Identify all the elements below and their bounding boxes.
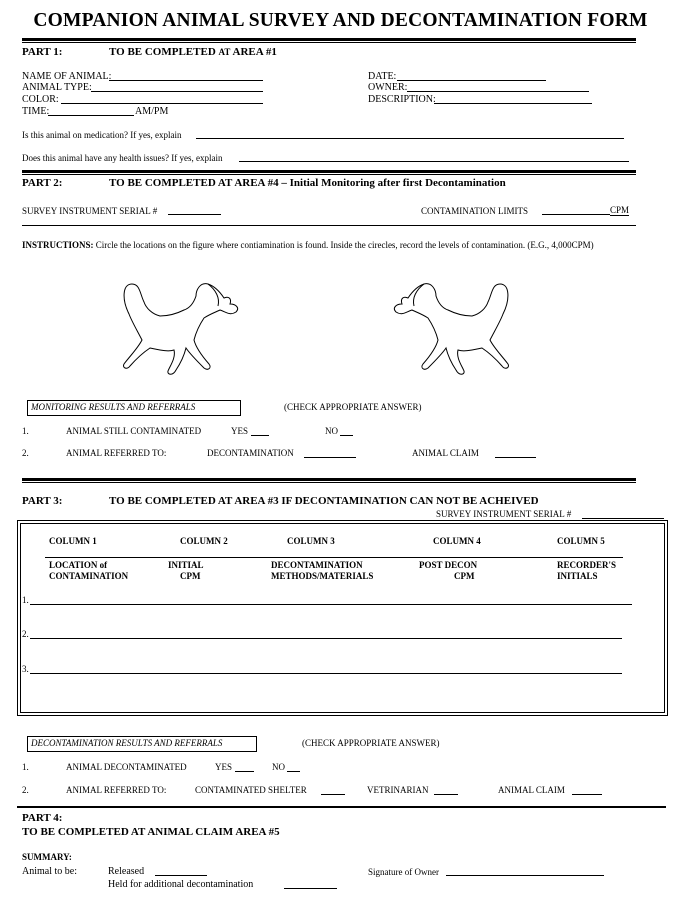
column-header-divider	[45, 557, 623, 558]
color-label: COLOR:	[22, 94, 59, 105]
col3-header-line1: DECONTAMINATION	[271, 560, 363, 570]
held-label: Held for additional decontamination	[108, 879, 254, 890]
part1-rule-thin	[22, 174, 636, 175]
animal-type-label: ANIMAL TYPE:	[22, 82, 92, 93]
table-row-1-number: 1.	[22, 595, 29, 605]
referred-to-label: ANIMAL REFERRED TO:	[66, 448, 167, 458]
table-row-2[interactable]	[30, 638, 622, 639]
animal-decontaminated-label: ANIMAL DECONTAMINATED	[66, 762, 187, 772]
col1-header-line2: CONTAMINATION	[49, 571, 129, 581]
decon-referred-label: ANIMAL REFERRED TO:	[66, 785, 167, 795]
col2-header-line1: INITIAL	[168, 560, 204, 570]
col1-header-line1: LOCATION of	[49, 560, 108, 570]
date-label: DATE:	[368, 71, 397, 82]
summary-label: SUMMARY:	[22, 852, 72, 862]
animal-name-field[interactable]	[109, 80, 263, 81]
form-title: COMPANION ANIMAL SURVEY AND DECONTAMINATION FORM	[33, 10, 648, 31]
column-1-label: COLUMN 1	[49, 536, 97, 546]
part2-serial-field[interactable]	[168, 214, 221, 215]
limits-field[interactable]	[542, 214, 610, 215]
time-field[interactable]	[48, 115, 134, 116]
signature-field[interactable]	[446, 875, 604, 876]
part2-label: PART 2:	[22, 177, 63, 189]
part1-rule	[22, 170, 636, 173]
medication-label: Is this animal on medication? If yes, explain	[22, 130, 182, 140]
decon-yes-label: YES	[215, 762, 233, 772]
owner-label: OWNER:	[368, 82, 408, 93]
ampm-label: AM/PM	[135, 106, 169, 117]
decontamination-blank[interactable]	[304, 457, 356, 458]
dog-figure-right[interactable]	[388, 270, 516, 380]
health-field[interactable]	[239, 161, 629, 162]
decon-q2-number: 2.	[22, 785, 29, 795]
contamination-table	[20, 523, 665, 713]
animal-name-label: NAME OF ANIMAL:	[22, 71, 112, 82]
col4-header-line1: POST DECON	[419, 560, 478, 570]
part4-label: PART 4:	[22, 812, 63, 824]
column-3-label: COLUMN 3	[287, 536, 335, 546]
shelter-label: CONTAMINATED SHELTER	[195, 785, 307, 795]
title-rule-thin	[22, 42, 636, 43]
dog-figure-left[interactable]	[116, 270, 244, 380]
part3-heading: TO BE COMPLETED AT AREA #3 IF DECONTAMINATION CAN NOT BE ACHEIVED	[109, 495, 539, 507]
date-field[interactable]	[397, 80, 546, 81]
released-label: Released	[108, 866, 145, 877]
col3-header-line2: METHODS/MATERIALS	[271, 571, 374, 581]
part2-rule-thin	[22, 482, 636, 483]
part3-rule	[17, 806, 666, 808]
animal-to-be-label: Animal to be:	[22, 866, 77, 877]
health-label: Does this animal have any health issues? If yes, explain	[22, 153, 223, 163]
q1-number: 1.	[22, 426, 29, 436]
part3-label: PART 3:	[22, 495, 63, 507]
still-contaminated-label: ANIMAL STILL CONTAMINATED	[66, 426, 202, 436]
decon-results-label: DECONTAMINATION RESULTS AND REFERRALS	[31, 738, 223, 748]
shelter-blank[interactable]	[321, 794, 345, 795]
cpm-unit: CPM	[610, 205, 630, 215]
animal-type-field[interactable]	[91, 91, 263, 92]
description-field[interactable]	[434, 103, 592, 104]
table-row-2-number: 2.	[22, 629, 29, 639]
instructions: INSTRUCTIONS: Circle the locations on the figure where contiamination is found. Inside the cirecles, record the levels of contamination. (E.G., 4,000CPM)	[22, 240, 594, 250]
part4-heading: TO BE COMPLETED AT ANIMAL CLAIM AREA #5	[22, 826, 280, 838]
signature-label: Signature of Owner	[368, 867, 439, 877]
decon-no-blank[interactable]	[287, 771, 300, 772]
decon-no-label: NO	[272, 762, 285, 772]
no-label: NO	[325, 426, 338, 436]
decon-claim-blank[interactable]	[572, 794, 602, 795]
part2-heading: TO BE COMPLETED AT AREA #4 – Initial Monitoring after first Decontamination	[109, 177, 506, 189]
limits-label: CONTAMINATION LIMITS	[421, 206, 529, 216]
table-row-3-number: 3.	[22, 664, 29, 674]
table-row-1[interactable]	[30, 604, 632, 605]
animal-claim-label: ANIMAL CLAIM	[412, 448, 479, 458]
table-row-3[interactable]	[30, 673, 622, 674]
q2-number: 2.	[22, 448, 29, 458]
title-rule	[22, 38, 636, 41]
part3-serial-field[interactable]	[582, 518, 664, 519]
col4-header-line2: CPM	[454, 571, 475, 581]
check-answer-note: (CHECK APPROPRIATE ANSWER)	[284, 402, 422, 412]
col5-header-line1: RECORDER'S	[557, 560, 617, 570]
vet-label: VETRINARIAN	[367, 785, 429, 795]
part3-serial-label: SURVEY INSTRUMENT SERIAL #	[436, 509, 572, 519]
time-label: TIME:	[22, 106, 50, 117]
released-blank[interactable]	[155, 875, 207, 876]
column-5-label: COLUMN 5	[557, 536, 605, 546]
description-label: DESCRIPTION:	[368, 94, 436, 105]
part2-rule	[22, 478, 636, 481]
monitoring-results-label: MONITORING RESULTS AND REFERRALS	[31, 402, 196, 412]
part1-label: PART 1:	[22, 46, 63, 58]
column-4-label: COLUMN 4	[433, 536, 481, 546]
no-blank[interactable]	[340, 435, 353, 436]
color-field[interactable]	[61, 103, 263, 104]
column-2-label: COLUMN 2	[180, 536, 228, 546]
part2-serial-label: SURVEY INSTRUMENT SERIAL #	[22, 206, 158, 216]
decon-claim-label: ANIMAL CLAIM	[498, 785, 565, 795]
yes-label: YES	[231, 426, 249, 436]
vet-blank[interactable]	[434, 794, 458, 795]
medication-field[interactable]	[196, 138, 624, 139]
decon-check-note: (CHECK APPROPRIATE ANSWER)	[302, 738, 440, 748]
part2-divider	[22, 225, 636, 226]
decon-yes-blank[interactable]	[235, 771, 254, 772]
decon-q1-number: 1.	[22, 762, 29, 772]
held-blank[interactable]	[284, 888, 337, 889]
part1-heading: TO BE COMPLETED AT AREA #1	[109, 46, 277, 58]
col5-header-line2: INITIALS	[557, 571, 598, 581]
yes-blank[interactable]	[251, 435, 269, 436]
decontamination-label: DECONTAMINATION	[207, 448, 294, 458]
col2-header-line2: CPM	[180, 571, 201, 581]
owner-field[interactable]	[407, 91, 589, 92]
animal-claim-blank[interactable]	[495, 457, 536, 458]
